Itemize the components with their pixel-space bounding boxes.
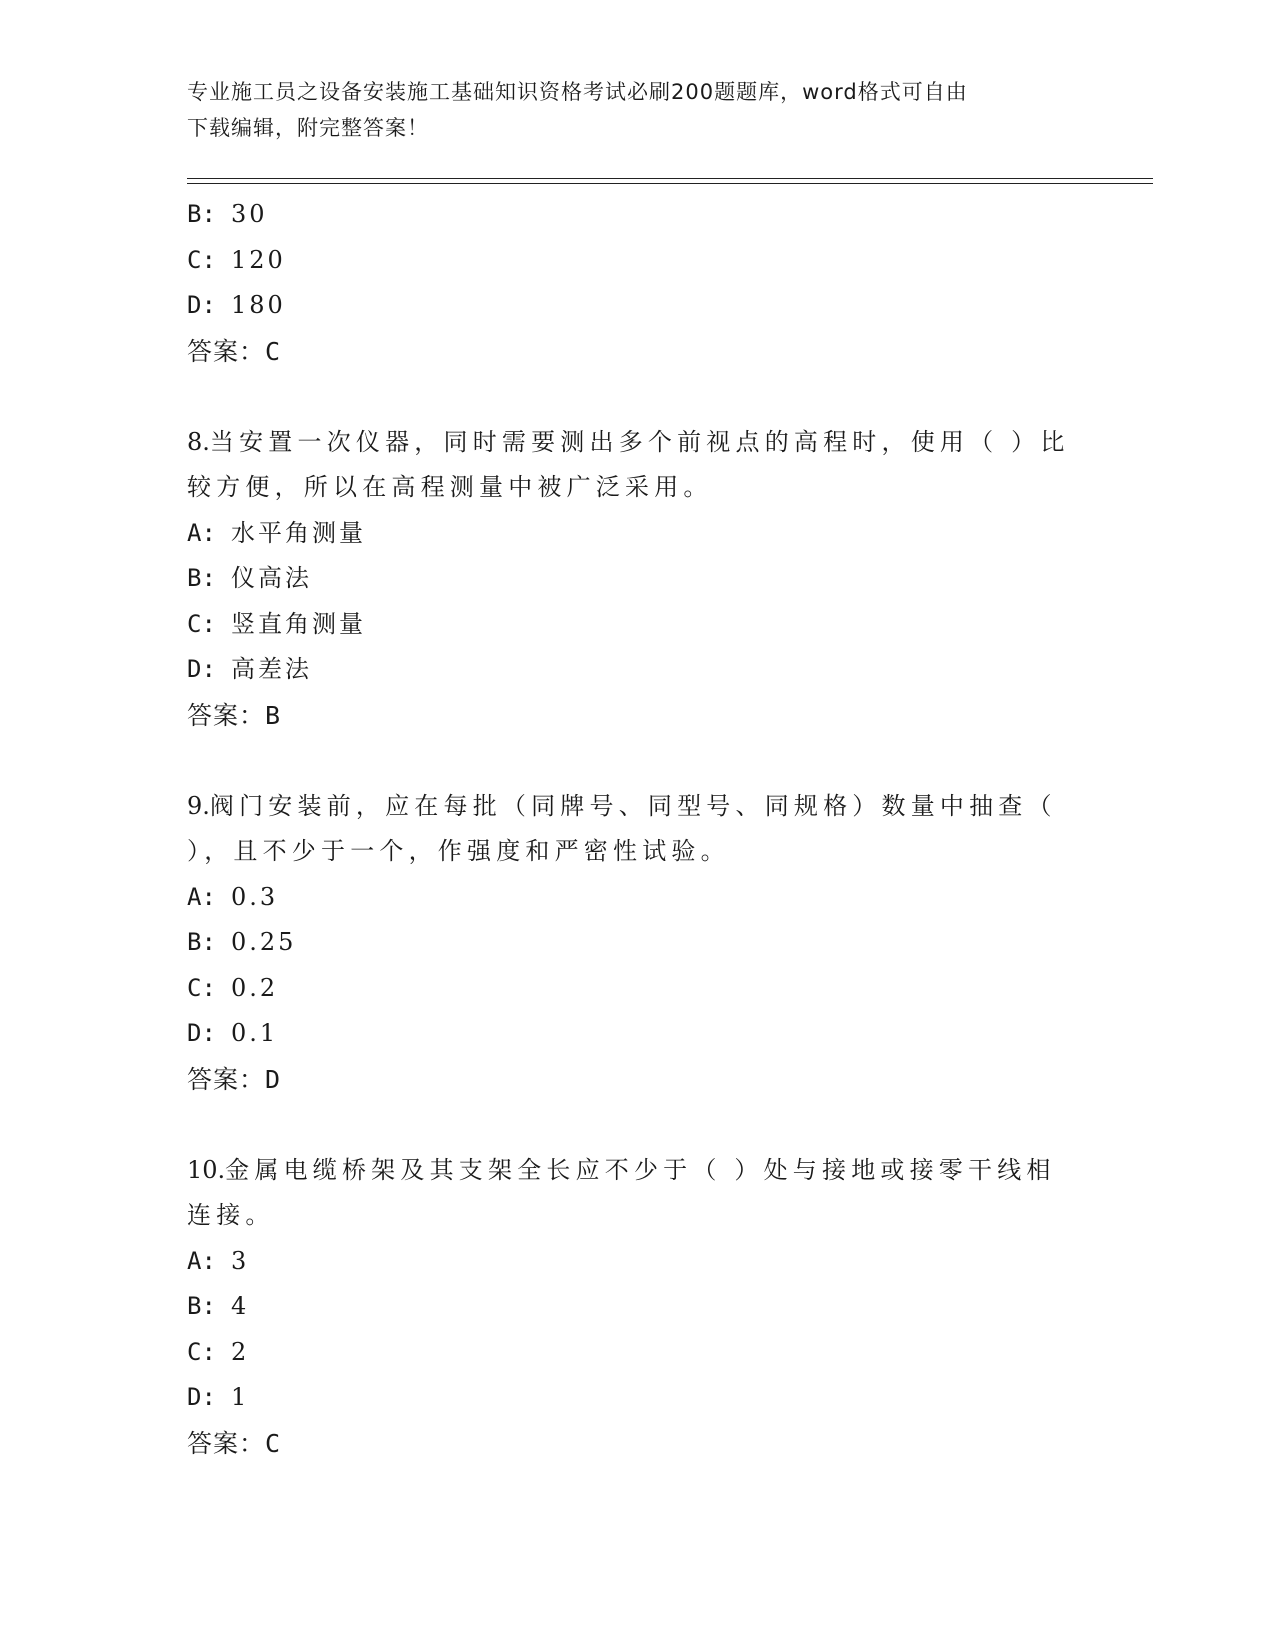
option-text: 0.3 — [231, 882, 279, 911]
option-letter: A: — [187, 1246, 216, 1275]
option-letter: B: — [187, 928, 216, 956]
question-line-text: 金属电缆桥架及其支架全长应不少于（ ）处与接地或接零干线相 — [225, 1155, 1056, 1184]
option-text: 水平角测量 — [231, 518, 366, 547]
option-item — [187, 602, 1087, 648]
answer-value: D — [265, 1064, 282, 1094]
page-header — [187, 74, 1077, 146]
option-item — [187, 1330, 1087, 1376]
header-rule-bottom — [187, 183, 1153, 184]
answer-line — [187, 693, 1087, 739]
option-letter: D: — [187, 1383, 216, 1411]
answer-label: 答案： — [187, 336, 266, 366]
option-item — [187, 238, 1087, 284]
option-text: 仪高法 — [231, 564, 312, 592]
option-text: 3 — [231, 1246, 250, 1275]
option-text: 1 — [231, 1383, 250, 1411]
option-letter: C: — [187, 609, 216, 638]
option-item — [187, 511, 1087, 557]
question-content — [187, 192, 1087, 1467]
option-letter: A: — [187, 882, 216, 911]
option-letter: C: — [187, 973, 216, 1002]
option-letter: D: — [187, 655, 216, 683]
option-text: 0.25 — [231, 928, 297, 956]
option-item — [187, 875, 1087, 921]
question-line: 较方便，所以在高程测量中被广泛采用。 — [187, 473, 713, 501]
option-letter: A: — [187, 518, 216, 547]
question-line: ），且不少于一个，作强度和严密性试验。 — [187, 837, 730, 865]
option-item — [187, 920, 1087, 966]
question-line — [187, 420, 1070, 466]
question-text — [187, 1148, 1067, 1239]
option-letter: D: — [187, 291, 216, 319]
partial-question — [187, 192, 1087, 375]
option-letter: B: — [187, 200, 216, 228]
question-number: 9. — [187, 791, 210, 820]
option-text: 30 — [231, 200, 268, 228]
option-text: 2 — [231, 1337, 250, 1366]
question-block — [187, 784, 1087, 1103]
option-item — [187, 1011, 1087, 1057]
question-number: 10. — [187, 1155, 226, 1184]
question-line-text: 阀门安装前，应在每批（同牌号、同型号、同规格）数量中抽查（ — [209, 791, 1057, 820]
option-text: 0.2 — [231, 973, 279, 1002]
answer-value: C — [265, 1428, 282, 1458]
answer-line — [187, 1057, 1087, 1103]
header-line-2: 下载编辑，附完整答案！ — [187, 116, 429, 140]
option-letter: C: — [187, 245, 216, 274]
question-line — [187, 1148, 1067, 1194]
question-line — [187, 784, 1067, 830]
option-item — [187, 1284, 1087, 1330]
answer-line — [187, 1421, 1087, 1467]
option-text: 180 — [231, 291, 286, 319]
answer-line — [187, 329, 1087, 375]
answer-label: 答案： — [187, 1428, 266, 1458]
header-line-1: 专业施工员之设备安装施工基础知识资格考试必刷200题题库，word格式可自由 — [187, 80, 968, 104]
question-block — [187, 420, 1087, 739]
question-block — [187, 1148, 1087, 1467]
option-text: 0.1 — [231, 1019, 279, 1047]
option-letter: B: — [187, 1292, 216, 1320]
option-item — [187, 966, 1087, 1012]
option-item — [187, 556, 1087, 602]
header-rule-top — [187, 178, 1153, 179]
question-text — [187, 420, 1070, 511]
option-text: 竖直角测量 — [231, 609, 366, 638]
answer-label: 答案： — [187, 1064, 266, 1094]
question-text — [187, 784, 1067, 875]
option-text: 4 — [231, 1292, 250, 1320]
option-letter: B: — [187, 564, 216, 592]
option-item — [187, 647, 1087, 693]
question-line: 连接。 — [187, 1201, 275, 1229]
option-text: 120 — [231, 245, 286, 274]
answer-value: B — [265, 700, 282, 730]
option-item — [187, 1239, 1087, 1285]
option-item — [187, 283, 1087, 329]
question-line-text: 当安置一次仪器，同时需要测出多个前视点的高程时，使用（ ）比 — [209, 427, 1070, 456]
option-letter: D: — [187, 1019, 216, 1047]
option-letter: C: — [187, 1337, 216, 1366]
option-text: 高差法 — [231, 655, 312, 683]
answer-value: C — [265, 336, 282, 366]
option-item — [187, 1375, 1087, 1421]
question-number: 8. — [187, 427, 210, 456]
answer-label: 答案： — [187, 700, 266, 730]
option-item — [187, 192, 1087, 238]
